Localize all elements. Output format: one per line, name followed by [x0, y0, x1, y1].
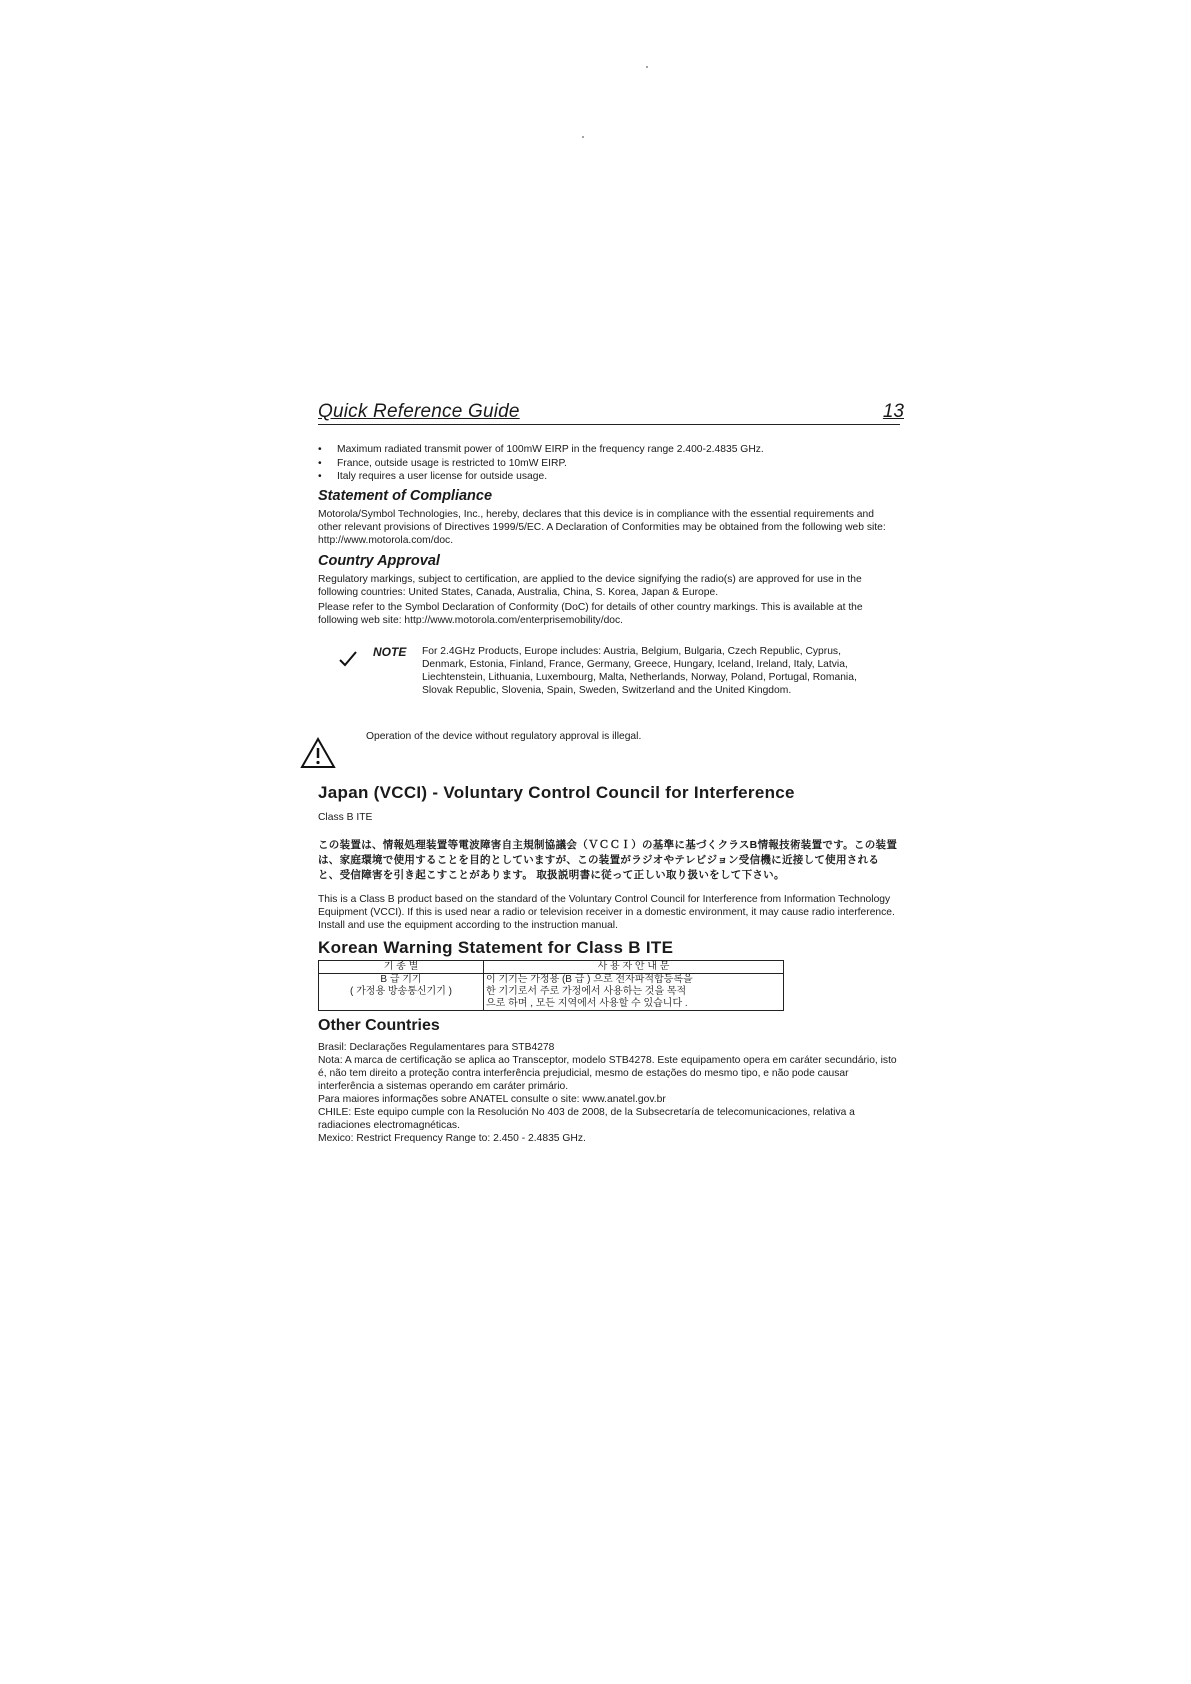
table-header-cell: 사 용 자 안 내 문 — [484, 960, 784, 973]
brasil-line: Brasil: Declarações Regulamentares para STB4278 — [318, 1041, 555, 1053]
country-approval-heading: Country Approval — [318, 552, 440, 569]
cell-line: 한 기기로서 주로 가정에서 사용하는 것을 목적 — [486, 985, 687, 997]
compliance-text: Motorola/Symbol Technologies, Inc., hereby, declares that this device is in compliance with the essential requirements and other relevant provisions of Directives 1999/5/EC. A Declaration of Conformities may be obtained from the following web site: http://www.motorola.com/doc. — [318, 508, 886, 546]
list-item: • Maximum radiated transmit power of 100mW EIRP in the frequency range 2.400-2.4835 GHz. — [318, 444, 764, 455]
country-approval-text: Regulatory markings, subject to certification, are applied to the device signifying the radio(s) are approved for use in the following countries: United States, Canada, Australia, China, S. Korea, Japan & Europe. — [318, 573, 862, 598]
warning-block — [318, 731, 900, 771]
cell-line: 으로 하며 , 모든 지역에서 사용할 수 있습니다 . — [486, 997, 688, 1009]
page-header-title: Quick Reference Guide — [318, 401, 520, 422]
note-label: NOTE — [373, 644, 407, 659]
frequency-bullet-list — [318, 443, 900, 484]
note-block — [318, 645, 900, 723]
table-cell — [484, 973, 784, 1010]
brasil-nota: Nota: A marca de certificação se aplica ao Transceptor, modelo STB4278. Este equipamento opera em caráter secundário, isto é, não tem direito a proteção contra interferência prejudicial, mesmo de estações do mesmo tipo, e não pode causar interferência a sistemas operando em caráter primário. — [318, 1054, 897, 1092]
checkmark-icon — [338, 651, 358, 667]
japan-english-text: This is a Class B product based on the standard of the Voluntary Control Council for Interference from Information Technology Equipment (VCCI). If this is used near a radio or television receiver in a domestic environment, it may cause radio interference. Install and use the equipment according to the instruction manual. — [318, 893, 895, 931]
cell-line: 이 기기는 가정용 (B 급 ) 으로 전자파적합등록을 — [486, 973, 693, 985]
list-item: • Italy requires a user license for outside usage. — [318, 471, 548, 482]
warning-text: Operation of the device without regulatory approval is illegal. — [366, 730, 642, 742]
list-item: • France, outside usage is restricted to 10mW EIRP. — [318, 457, 567, 469]
cell-line: ( 가정용 방송통신기기 ) — [350, 985, 452, 997]
cell-line: B 급 기기 — [380, 973, 422, 985]
korean-warning-table — [318, 960, 784, 1011]
scan-speck — [646, 66, 648, 68]
class-label: Class B ITE — [318, 811, 373, 823]
scan-speck — [582, 136, 584, 138]
mexico-line: Mexico: Restrict Frequency Range to: 2.450 - 2.4835 GHz. — [318, 1132, 586, 1144]
table-header-cell: 기 종 별 — [319, 960, 484, 973]
page-number: 13 — [882, 401, 904, 422]
japan-heading: Japan (VCCI) - Voluntary Control Council for Interference — [318, 782, 795, 802]
country-approval-doc-text: Please refer to the Symbol Declaration of Conformity (DoC) for details of other country markings. This is available at the following web site: http://www.motorola.com/enterprisemobility/doc. — [318, 601, 863, 626]
warning-triangle-icon — [300, 737, 336, 769]
korea-heading: Korean Warning Statement for Class B ITE — [318, 937, 674, 957]
japanese-statement: この装置は、情報処理装置等電波障害自主規制協議会（ＶＣＣＩ）の基準に基づくクラスB情報技術装置です。この装置は、家庭環境で使用することを目的としていますが、この装置がラジオやテレビジョン受信機に近接して使用されると、受信障害を引き起こすことがあります。 取扱説明書に従って正しい取り扱いをして下さい。 — [318, 838, 898, 881]
compliance-heading: Statement of Compliance — [318, 487, 493, 504]
page-header — [318, 400, 904, 425]
bullet-icon: • — [318, 471, 322, 482]
table-row — [319, 960, 784, 973]
document-page — [318, 400, 904, 1145]
anatel-line: Para maiores informações sobre ANATEL consulte o site: www.anatel.gov.br — [318, 1093, 666, 1105]
other-countries-heading: Other Countries — [318, 1016, 440, 1034]
table-row — [319, 973, 784, 1010]
bullet-icon: • — [318, 457, 322, 469]
bullet-icon: • — [318, 444, 322, 455]
note-text: For 2.4GHz Products, Europe includes: Austria, Belgium, Bulgaria, Czech Republic, Cyprus, Denmark, Estonia, Finland, France, Germany, Greece, Hungary, Iceland, Ireland, Italy, Latvia, Liechtenstein, Lithuania, Luxembourg, Malta, Netherlands, Norway, Poland, Portugal, Romania, Slovak Republic, Slovenia, Spain, Sweden, Switzerland and the United Kingdom. — [422, 645, 857, 696]
chile-line: CHILE: Este equipo cumple con la Resolución No 403 de 2008, de la Subsecretaría de telecomunicaciones, relativa a radiaciones electromagnéticas. — [318, 1106, 855, 1131]
table-cell — [319, 973, 484, 1010]
